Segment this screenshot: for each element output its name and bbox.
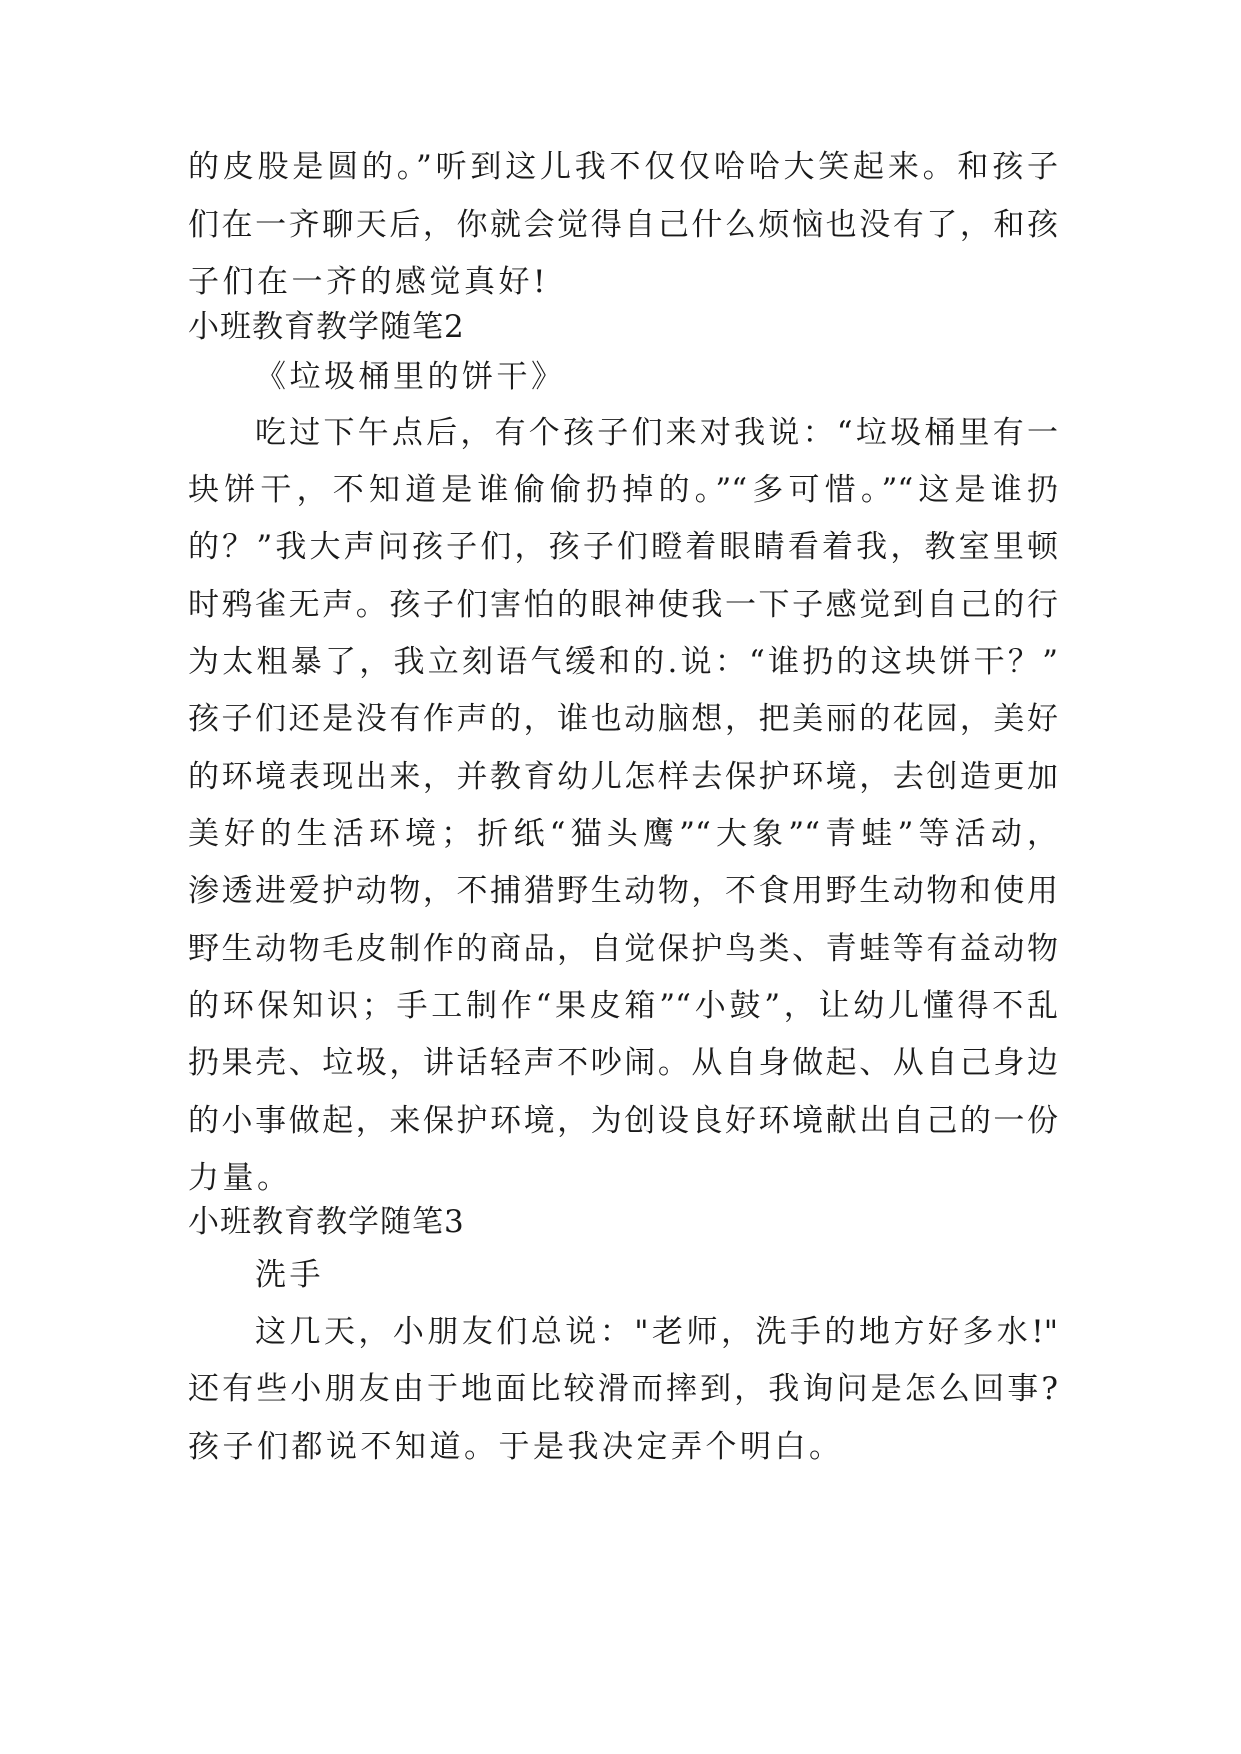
body-text-line: 们在一齐聊天后，你就会觉得自己什么烦恼也没有了，和孩 — [188, 207, 1058, 243]
body-text-line: 扔果壳、垃圾，讲话轻声不吵闹。从自身做起、从自己身边 — [188, 1045, 1058, 1081]
section-heading: 小班教育教学随笔2 — [188, 309, 465, 345]
body-text-line: 时鸦雀无声。孩子们害怕的眼神使我一下子感觉到自己的行 — [188, 587, 1058, 623]
body-text-line: 孩子们还是没有作声的，谁也动脑想，把美丽的花园，美好 — [188, 701, 1058, 737]
body-text-line: 的？”我大声问孩子们，孩子们瞪着眼睛看着我，教室里顿 — [188, 529, 1058, 565]
body-text-line: 力量。 — [188, 1160, 292, 1196]
body-text-line: 吃过下午点后，有个孩子们来对我说：“垃圾桶里有一 — [255, 415, 1058, 451]
body-text-line: 块饼干，不知道是谁偷偷扔掉的。”“多可惜。”“这是谁扔 — [188, 472, 1058, 508]
article-title: 《垃圾桶里的饼干》 — [255, 359, 566, 395]
body-text-line: 的小事做起，来保护环境，为创设良好环境献出自己的一份 — [188, 1103, 1058, 1139]
body-text-line: 子们在一齐的感觉真好! — [188, 264, 549, 300]
body-text-line: 的皮股是圆的。”听到这儿我不仅仅哈哈大笑起来。和孩子 — [188, 149, 1058, 185]
body-text-line: 的环保知识；手工制作“果皮箱”“小鼓”，让幼儿懂得不乱 — [188, 988, 1058, 1024]
body-text-line: 这几天，小朋友们总说："老师，洗手的地方好多水!" — [255, 1314, 1058, 1350]
body-text-line: 渗透进爱护动物，不捕猎野生动物，不食用野生动物和使用 — [188, 873, 1058, 909]
body-text-line: 还有些小朋友由于地面比较滑而摔到，我询问是怎么回事? — [188, 1371, 1058, 1407]
body-text-line: 的环境表现出来，并教育幼儿怎样去保护环境，去创造更加 — [188, 759, 1058, 795]
body-text-line: 美好的生活环境；折纸“猫头鹰”“大象”“青蛙”等活动， — [188, 816, 1058, 852]
body-text-line: 为太粗暴了，我立刻语气缓和的.说：“谁扔的这块饼干？” — [188, 644, 1058, 680]
section-heading: 小班教育教学随笔3 — [188, 1204, 465, 1240]
body-text-line: 孩子们都说不知道。于是我决定弄个明白。 — [188, 1429, 844, 1465]
body-text-line: 野生动物毛皮制作的商品，自觉保护鸟类、青蛙等有益动物 — [188, 931, 1058, 967]
article-title: 洗手 — [255, 1257, 324, 1293]
